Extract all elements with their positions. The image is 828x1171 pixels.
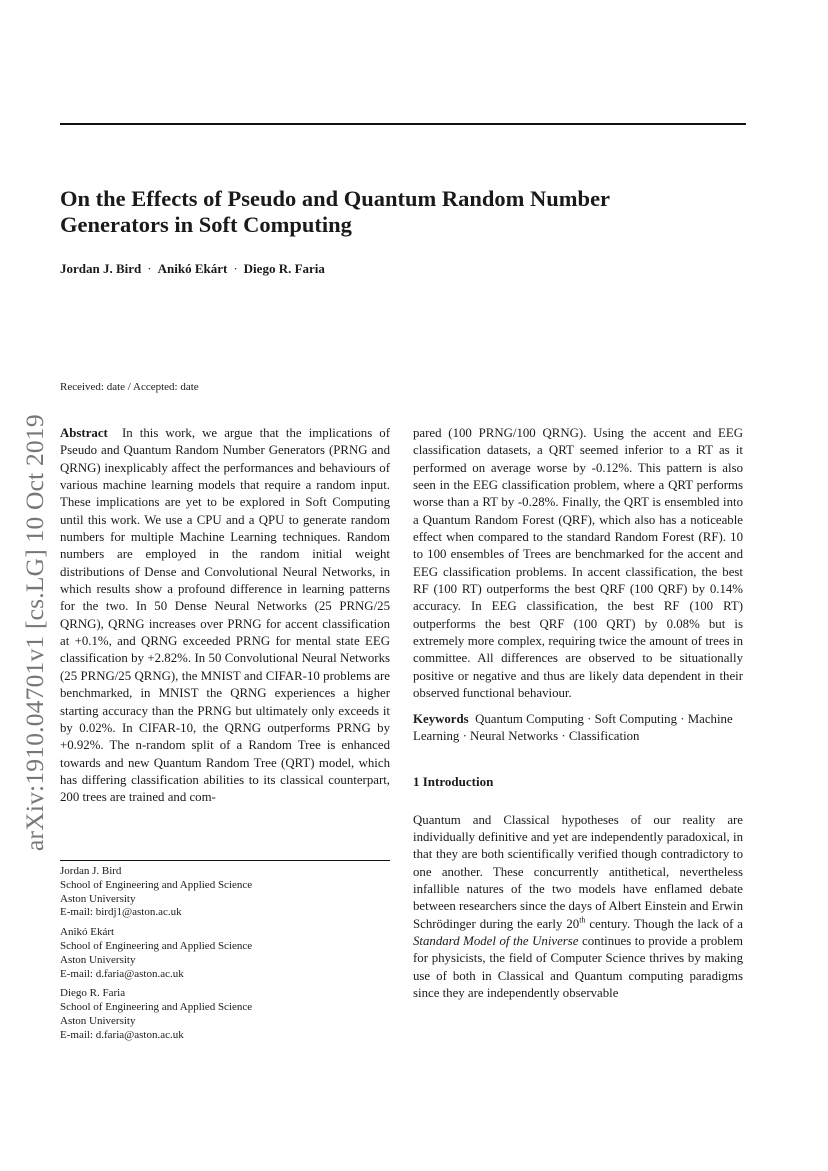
affiliation-block (60, 865, 400, 920)
abstract-paragraph (60, 425, 390, 807)
affiliation-email: E-mail: d.faria@aston.ac.uk (60, 1028, 184, 1041)
paper-title (60, 186, 750, 238)
author-affiliations (60, 865, 400, 1049)
affiliation-university: Aston University (60, 953, 136, 966)
abstract-text-right: pared (100 PRNG/100 QRNG). Using the accent and EEG classification datasets, a QRT seemed inferior to a RT as it performed on average worse by -0.12%. This pattern is also seen in the EEG classification problem, where a QRT performs worse than a RT by -0.28%. Finally, the QRT is ensembled into a Quantum Random Forest (QRF), which also has a noticeable effect when compared to the standard Random Forest (RF). 10 to 100 ensembles of Trees are benchmarked for the accent and EEG classification problems. In accent classification, the best RF (100 RT) outperforms the best QRF (100 QRF) by 0.14% accuracy. In EEG classification, the best RF (100 RT) outperforms the best QRF (100 QRT) by 0.08% but is extremely more complex, requiring twice the amount of trees in committee. All differences are observed to be situationally positive or negative and thus are likely data dependent in their observed functional behaviour. (413, 426, 743, 701)
received-date: Received: date / Accepted: date (60, 381, 199, 393)
author-separator: · (233, 261, 238, 276)
intro-text: continues to provide a problem for physicists, the field of Computer Science thrives by making use of both in Classical and Quantum computing paradigms since they are independently observable (413, 933, 743, 1000)
abstract-text-left: In this work, we argue that the implications of Pseudo and Quantum Random Number Generators (PRNG and QRNG) inexplicably affect the performances and behaviours of various machine learning models that require a random input. These implications are yet to be explored in Soft Computing until this work. We use a CPU and a QPU to generate random numbers for multiple Machine Learning techniques. Random numbers are employed in the random initial weight distributions of Dense and Convolutional Neural Networks, in which results show a profound difference in learning patterns for the two. In 50 Dense Neural Networks (25 PRNG/25 QRNG), QRNG increases over PRNG for accent classification at +0.1%, and QRNG exceeded PRNG for mental state EEG classification by +2.82%. In 50 Convolutional Neural Networks (25 PRNG/25 QRNG), the MNIST and CIFAR-10 problems are benchmarked, in MNIST the QRNG experiences a higher starting accuracy than the PRNG but ultimately only exceeds it by 0.02%. In CIFAR-10, the QRNG outperforms PRNG by +0.92%. The n-random split of a Random Tree is enhanced towards and new Quantum Random Tree (QRT) model, which has differing classification abilities to its classical counterpart, 200 trees are trained and com- (60, 426, 390, 805)
affiliation-university: Aston University (60, 1014, 136, 1027)
author-list (60, 261, 750, 277)
superscript: th (579, 915, 586, 925)
intro-text: century. Though the lack of a (585, 916, 744, 931)
author-separator: · (147, 261, 152, 276)
affiliation-email: E-mail: birdj1@aston.ac.uk (60, 906, 182, 919)
top-rule (60, 123, 746, 125)
intro-italic: Standard Model of the Universe (413, 933, 579, 948)
affiliation-name: Anikó Ekárt (60, 926, 115, 939)
author-name: Jordan J. Bird (60, 261, 142, 276)
arxiv-identifier: arXiv:1910.04701v1 [cs.LG] 10 Oct 2019 (20, 414, 49, 851)
footnote-rule (60, 860, 390, 861)
affiliation-school: School of Engineering and Applied Science (60, 878, 253, 891)
author-name: Diego R. Faria (243, 261, 325, 276)
intro-paragraph (413, 812, 743, 1003)
section-heading: 1 Introduction (413, 774, 494, 790)
affiliation-block (60, 926, 400, 981)
title-line-1: On the Effects of Pseudo and Quantum Random Number (60, 186, 611, 211)
intro-text: Quantum and Classical hypotheses of our reality are individually definitive and yet are independently paradoxical, in that they are both scientifically verified though contradictory to one another. These concurrently antithetical, nevertheless infallible natures of the two models have enflamed debate between researchers since the days of Albert Einstein and Erwin Schrödinger during the early 20 (413, 812, 743, 931)
affiliation-name: Diego R. Faria (60, 987, 126, 1000)
affiliation-school: School of Engineering and Applied Science (60, 1001, 253, 1014)
keywords-label: Keywords (413, 711, 469, 726)
abstract-label: Abstract (60, 426, 108, 440)
left-column (60, 425, 390, 807)
author-name: Anikó Ekárt (157, 261, 228, 276)
affiliation-name: Jordan J. Bird (60, 865, 122, 877)
right-column (413, 425, 743, 1002)
keywords-list: Quantum Computing · Soft Computing · Machine Learning · Neural Networks · Classification (413, 711, 733, 743)
keywords (413, 711, 743, 746)
title-line-2: Generators in Soft Computing (60, 212, 352, 237)
affiliation-block (60, 987, 400, 1042)
affiliation-university: Aston University (60, 892, 136, 905)
affiliation-school: School of Engineering and Applied Science (60, 939, 253, 952)
affiliation-email: E-mail: d.faria@aston.ac.uk (60, 967, 184, 980)
